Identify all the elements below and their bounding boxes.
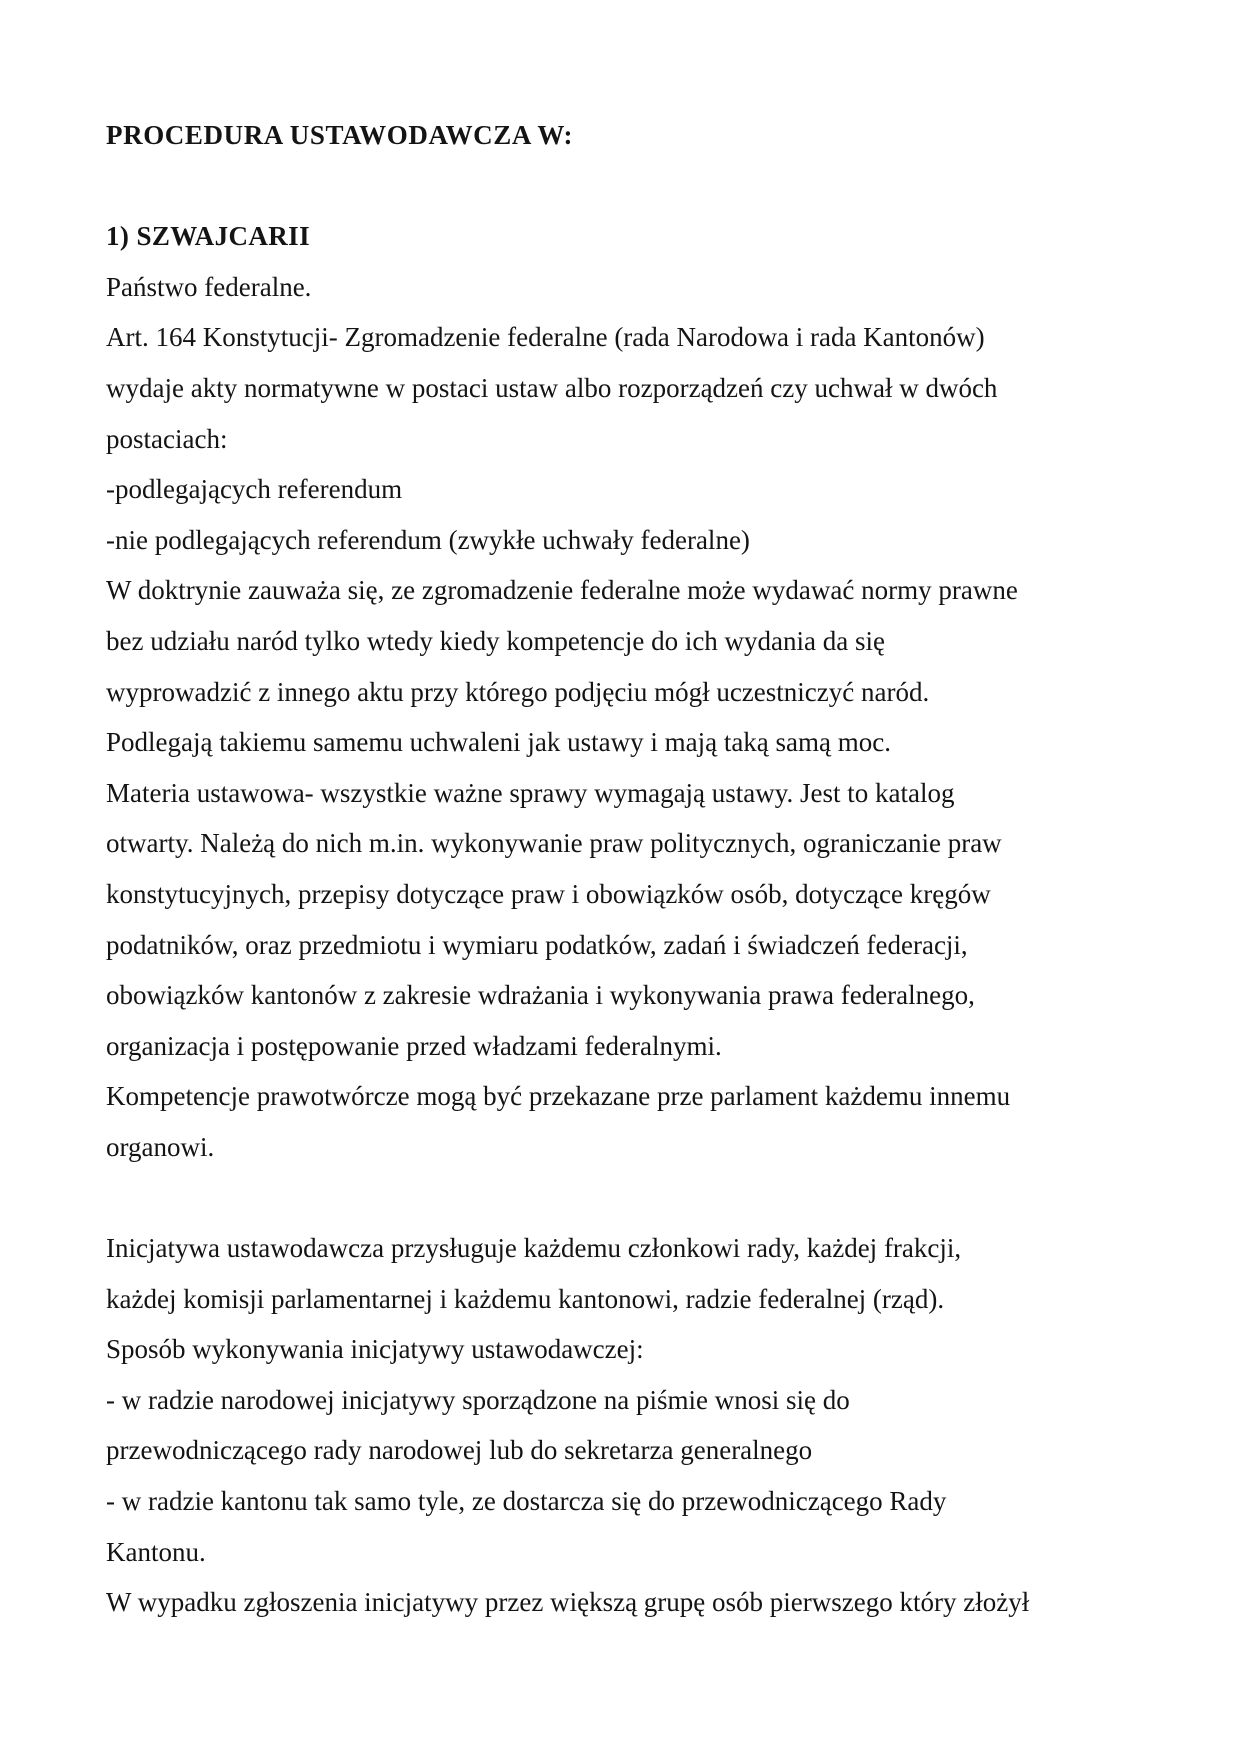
- text-line: W wypadku zgłoszenia inicjatywy przez większą grupę osób pierwszego który złożył: [106, 1587, 1030, 1618]
- text-line: -podlegających referendum: [106, 474, 403, 505]
- text-line: Podlegają takiemu samemu uchwaleni jak ustawy i mają taką samą moc.: [106, 727, 892, 758]
- text-line: - w radzie narodowej inicjatywy sporządzone na piśmie wnosi się do: [106, 1384, 850, 1415]
- text-line: Sposób wykonywania inicjatywy ustawodawczej:: [106, 1334, 644, 1365]
- text-line: Art. 164 Konstytucji- Zgromadzenie federalne (rada Narodowa i rada Kantonów): [106, 322, 985, 353]
- text-line: każdej komisji parlamentarnej i każdemu kantonowi, radzie federalnej (rząd).: [106, 1283, 945, 1314]
- paragraph-spacer: [106, 1172, 1170, 1223]
- text-line: -nie podlegających referendum (zwykłe uchwały federalne): [106, 524, 750, 555]
- text-line: bez udziału naród tylko wtedy kiedy kompetencje do ich wydania da się: [106, 625, 886, 656]
- text-line: Inicjatywa ustawodawcza przysługuje każdemu członkowi rady, każdej frakcji,: [106, 1233, 962, 1264]
- text-line: Kompetencje prawotwórcze mogą być przekazane prze parlament każdemu innemu: [106, 1081, 1011, 1112]
- text-line: obowiązków kantonów z zakresie wdrażania i wykonywania prawa federalnego,: [106, 980, 975, 1011]
- text-line: podatników, oraz przedmiotu i wymiaru podatków, zadań i świadczeń federacji,: [106, 929, 968, 960]
- text-line: konstytucyjnych, przepisy dotyczące praw i obowiązków osób, dotyczące kręgów: [106, 878, 991, 909]
- text-line: Materia ustawowa- wszystkie ważne sprawy wymagają ustawy. Jest to katalog: [106, 777, 955, 808]
- text-line: postaciach:: [106, 423, 228, 454]
- text-line: organizacja i postępowanie przed władzami federalnymi.: [106, 1030, 722, 1061]
- text-line: W doktrynie zauważa się, ze zgromadzenie federalne może wydawać normy prawne: [106, 575, 1018, 606]
- text-line: Państwo federalne.: [106, 271, 312, 302]
- text-line: otwarty. Należą do nich m.in. wykonywanie praw politycznych, ograniczanie praw: [106, 828, 1002, 859]
- section-1-body: [106, 262, 1170, 1173]
- text-line: wydaje akty normatywne w postaci ustaw albo rozporządzeń czy uchwał w dwóch: [106, 372, 998, 403]
- text-line: wyprowadzić z innego aktu przy którego podjęciu mógł uczestniczyć naród.: [106, 676, 930, 707]
- text-line: przewodniczącego rady narodowej lub do sekretarza generalnego: [106, 1435, 813, 1466]
- section-2-body: [106, 1223, 1170, 1628]
- text-line: Kantonu.: [106, 1536, 206, 1567]
- text-line: - w radzie kantonu tak samo tyle, ze dostarcza się do przewodniczącego Rady: [106, 1486, 947, 1517]
- section-1-heading: 1) SZWAJCARII: [106, 221, 310, 252]
- document-title: PROCEDURA USTAWODAWCZA W:: [106, 120, 574, 150]
- text-line: organowi.: [106, 1131, 215, 1162]
